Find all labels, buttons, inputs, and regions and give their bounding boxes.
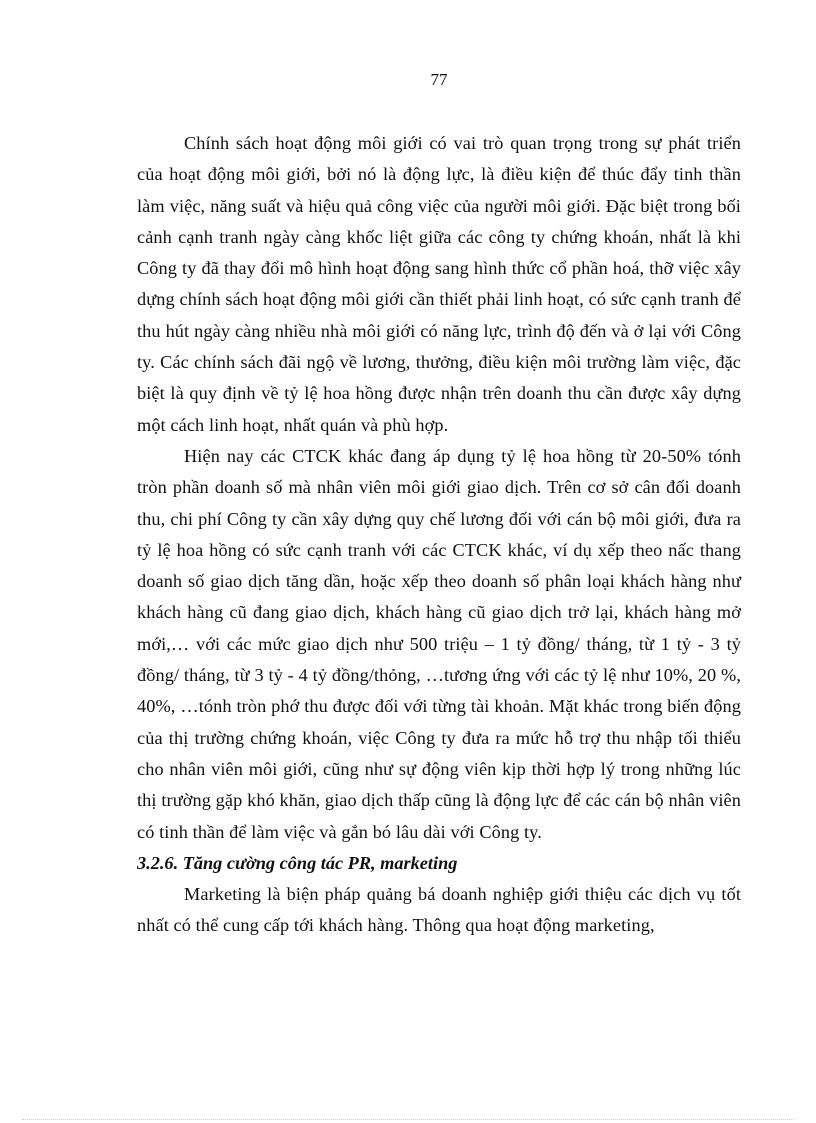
page-bottom-divider: [22, 1119, 794, 1120]
section-heading: 3.2.6. Tăng cường công tác PR, marketing: [137, 852, 458, 873]
paragraph-marketing: Marketing là biện pháp quảng bá doanh nghiệp giới thiệu các dịch vụ tốt nhất có thể cung cấp tới khách hàng. Thông qua hoạt động marketing,: [137, 884, 741, 936]
paragraph-commission-rates: Hiện nay các CTCK khác đang áp dụng tỷ lệ hoa hồng từ 20-50% tónh tròn phần doanh số mà nhân viên môi giới giao dịch. Trên cơ sở cân đối doanh thu, chi phí Công ty cần xây dựng quy chế lương đối với cán bộ môi giới, đưa ra tỷ lệ hoa hồng có sức cạnh tranh với các CTCK khác, ví dụ xếp theo nấc thang doanh số giao dịch tăng dần, hoặc xếp theo doanh số phân loại khách hàng như khách hàng cũ đang giao dịch, khách hàng cũ giao dịch trở lại, khách hàng mở mới,… với các mức giao dịch như 500 triệu – 1 tỷ đồng/ tháng, từ 1 tỷ - 3 tỷ đồng/ tháng, từ 3 tỷ - 4 tỷ đồng/thỏng, …tương ứng với các tỷ lệ như 10%, 20 %, 40%, …tónh tròn phớ thu được đối với từng tài khoản. Mặt khác trong biến động của thị trường chứng khoán, việc Công ty đưa ra mức hỗ trợ thu nhập tối thiểu cho nhân viên môi giới, cũng như sự động viên kịp thời hợp lý trong những lúc thị trường gặp khó khăn, giao dịch thấp cũng là động lực để các cán bộ nhân viên có tinh thần để làm việc và gắn bó lâu dài với Công ty.: [137, 445, 741, 842]
document-body: [137, 128, 741, 942]
paragraph-brokerage-policy: Chính sách hoạt động môi giới có vai trò quan trọng trong sự phát triển của hoạt động môi giới, bởi nó là động lực, là điều kiện để thúc đẩy tinh thần làm việc, năng suất và hiệu quả công việc của người môi giới. Đặc biệt trong bối cảnh cạnh tranh ngày càng khốc liệt giữa các công ty chứng khoán, nhất là khi Công ty đã thay đổi mô hình hoạt động sang hình thức cổ phần hoá, thỡ việc xây dựng chính sách hoạt động môi giới cần thiết phải linh hoạt, có sức cạnh tranh để thu hút ngày càng nhiều nhà môi giới có năng lực, trình độ đến và ở lại với Công ty. Các chính sách đãi ngộ về lương, thưởng, điều kiện môi trường làm việc, đặc biệt là quy định về tỷ lệ hoa hồng được nhận trên doanh thu cần được xây dựng một cách linh hoạt, nhất quán và phù hợp.: [137, 133, 741, 435]
page-number: 77: [430, 70, 448, 89]
